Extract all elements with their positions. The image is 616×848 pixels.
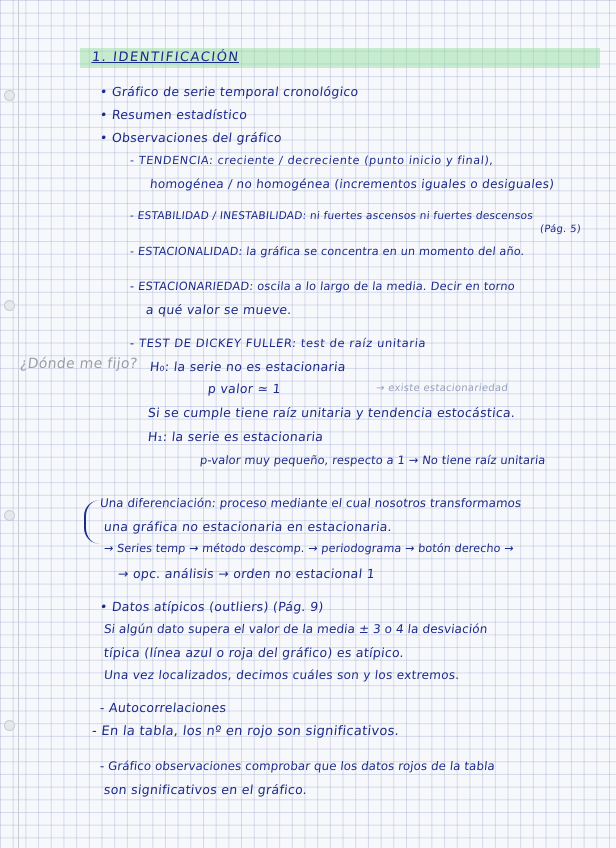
note-line: p valor ≃ 1	[207, 381, 282, 396]
note-line: • Gráfico de serie temporal cronológico	[99, 84, 360, 99]
left-brace	[84, 500, 100, 544]
note-line: → opc. análisis → orden no estacional 1	[117, 566, 376, 581]
note-line: homogénea / no homogénea (incrementos iguales o desiguales)	[149, 177, 556, 191]
note-line: - Autocorrelaciones	[99, 700, 228, 715]
note-line: • Observaciones del gráfico	[99, 130, 283, 145]
note-line: típica (línea azul o roja del gráfico) es atípico.	[103, 645, 405, 660]
note-line: - TEST DE DICKEY FULLER: test de raíz unitaria	[129, 336, 427, 350]
note-line: → Series temp → método descomp. → periodograma → botón derecho →	[103, 542, 515, 555]
note-line: Si algún dato supera el valor de la media ± 3 o 4 la desviación	[103, 622, 489, 636]
page-reference: (Pág. 5)	[539, 224, 582, 235]
note-line: Una diferenciación: proceso mediante el cual nosotros transformamos	[99, 496, 523, 510]
note-line: • Datos atípicos (outliers) (Pág. 9)	[99, 599, 325, 614]
note-line: H₁: la serie es estacionaria	[147, 429, 325, 444]
note-line: - ESTACIONARIEDAD: oscila a lo largo de la media. Decir en torno	[129, 279, 516, 293]
note-line: una gráfica no estacionaria en estacionaria.	[103, 519, 393, 534]
faint-annotation: → existe estacionariedad	[375, 383, 509, 394]
section-title: 1. IDENTIFICACIÓN	[91, 50, 241, 65]
note-line: - TENDENCIA: creciente / decreciente (punto inicio y final),	[129, 154, 495, 167]
note-line: - Gráfico observaciones comprobar que los datos rojos de la tabla	[99, 759, 496, 773]
note-line: - En la tabla, los nº en rojo son significativos.	[91, 724, 400, 739]
note-line: H₀: la serie no es estacionaria	[149, 359, 347, 374]
page-left-edge	[18, 0, 19, 848]
pencil-margin-note: ¿Dónde me fijo?	[19, 356, 139, 372]
note-line: son significativos en el gráfico.	[103, 782, 308, 797]
note-line: Si se cumple tiene raíz unitaria y tendencia estocástica.	[147, 405, 517, 420]
note-line: a qué valor se mueve.	[145, 302, 293, 317]
note-line: - ESTACIONALIDAD: la gráfica se concentra en un momento del año.	[129, 245, 526, 258]
note-line: p-valor muy pequeño, respecto a 1 → No tiene raíz unitaria	[199, 453, 547, 467]
note-line: • Resumen estadístico	[99, 107, 249, 122]
note-line: Una vez localizados, decimos cuáles son y los extremos.	[103, 668, 461, 682]
note-line: - ESTABILIDAD / INESTABILIDAD: ni fuertes ascensos ni fuertes descensos	[129, 210, 534, 222]
